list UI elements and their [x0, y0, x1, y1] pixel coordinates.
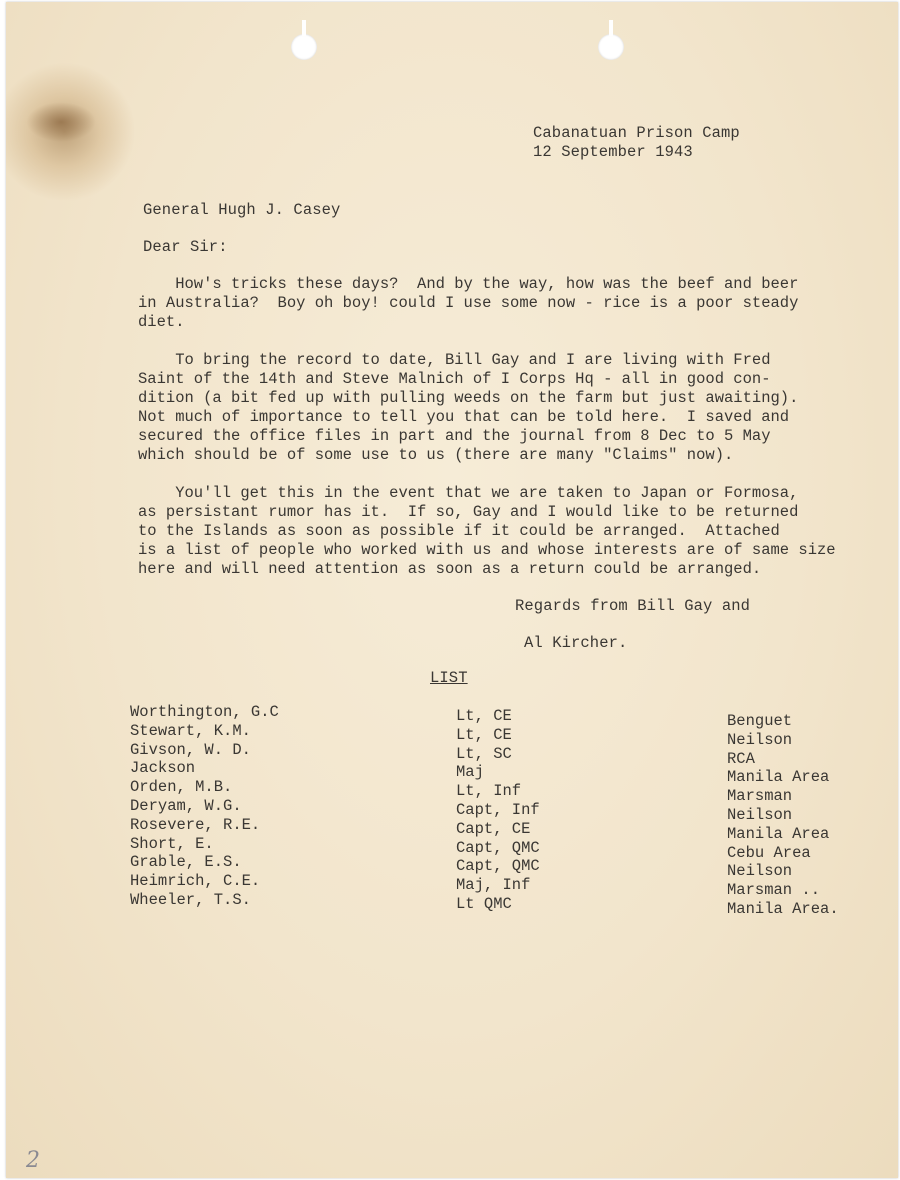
list-rank: Maj, Inf	[456, 876, 531, 895]
water-stain-core	[26, 102, 96, 142]
list-name: Givson, W. D.	[130, 740, 251, 759]
handwritten-page-number: 2	[26, 1148, 40, 1173]
list-location: Cebu Area	[727, 843, 811, 862]
list-name: Wheeler, T.S.	[130, 890, 251, 909]
list-location: Manila Area	[727, 768, 830, 787]
letter-place: Cabanatuan Prison Camp	[533, 124, 740, 142]
paragraph-2	[138, 351, 858, 465]
list-ranks-column	[456, 707, 540, 914]
list-location: Marsman ..	[727, 881, 821, 900]
paragraph-line: Not much of importance to tell you that can be told here. I saved and	[138, 408, 790, 426]
list-name: Rosevere, R.E.	[130, 815, 261, 834]
paragraph-line: To bring the record to date, Bill Gay and I are living with Fred	[138, 351, 771, 369]
list-rank: Capt, QMC	[456, 838, 540, 857]
list-location: Manila Area	[727, 824, 830, 843]
paragraph-line: is a list of people who worked with us and whose interests are of same size	[138, 541, 836, 559]
paragraph-line: secured the office files in part and the journal from 8 Dec to 5 May	[138, 427, 771, 445]
list-names-column	[130, 703, 279, 910]
punch-hole-right	[598, 34, 624, 60]
paragraph-line: diet.	[138, 313, 185, 331]
list-name: Jackson	[130, 759, 196, 778]
letter-salutation: Dear Sir:	[143, 238, 228, 256]
list-rank: Capt, QMC	[456, 857, 540, 876]
list-rank: Lt, Inf	[456, 782, 522, 801]
list-location: Manila Area.	[727, 899, 839, 918]
list-name: Deryam, W.G.	[130, 796, 242, 815]
list-rank: Capt, CE	[456, 819, 531, 838]
list-location: Neilson	[727, 805, 793, 824]
letter-signature: Al Kircher.	[524, 634, 628, 652]
paragraph-line: as persistant rumor has it. If so, Gay and I would like to be returned	[138, 503, 799, 521]
letter-recipient: General Hugh J. Casey	[143, 201, 341, 219]
punch-hole-left	[291, 34, 317, 60]
list-name: Grable, E.S.	[130, 853, 242, 872]
letter-date: 12 September 1943	[533, 143, 693, 161]
list-rank: Lt, CE	[456, 707, 512, 725]
list-rank: Capt, Inf	[456, 800, 540, 819]
list-location: Benguet	[727, 712, 793, 730]
list-location: RCA	[727, 749, 755, 768]
paragraph-line: here and will need attention as soon as a return could be arranged.	[138, 560, 762, 578]
list-rank: Lt QMC	[456, 894, 512, 913]
paragraph-line: dition (a bit fed up with pulling weeds on the farm but just awaiting).	[138, 389, 799, 407]
paragraph-line: Saint of the 14th and Steve Malnich of I Corps Hq - all in good con-	[138, 370, 771, 388]
letter-sheet	[6, 2, 898, 1178]
list-name: Worthington, G.C	[130, 703, 279, 721]
paragraph-line: which should be of some use to us (there are many "Claims" now).	[138, 446, 734, 464]
paragraph-line: You'll get this in the event that we are taken to Japan or Formosa,	[138, 484, 799, 502]
list-name: Stewart, K.M.	[130, 721, 251, 740]
list-rank: Lt, CE	[456, 725, 512, 744]
paragraph-1	[138, 275, 858, 332]
list-location: Marsman	[727, 787, 793, 806]
list-title: LIST	[430, 669, 468, 687]
list-locations-column	[727, 712, 839, 919]
letter-closing: Regards from Bill Gay and	[515, 597, 751, 615]
list-name: Short, E.	[130, 834, 214, 853]
list-name: Heimrich, C.E.	[130, 872, 261, 891]
list-rank: Maj	[456, 763, 484, 782]
paragraph-line: in Australia? Boy oh boy! could I use some now - rice is a poor steady	[138, 294, 799, 312]
list-rank: Lt, SC	[456, 744, 512, 763]
paragraph-line: How's tricks these days? And by the way, how was the beef and beer	[138, 275, 799, 293]
paragraph-line: to the Islands as soon as possible if it could be arranged. Attached	[138, 522, 780, 540]
list-location: Neilson	[727, 862, 793, 881]
list-location: Neilson	[727, 730, 793, 749]
list-name: Orden, M.B.	[130, 778, 233, 797]
paragraph-3	[138, 484, 858, 579]
